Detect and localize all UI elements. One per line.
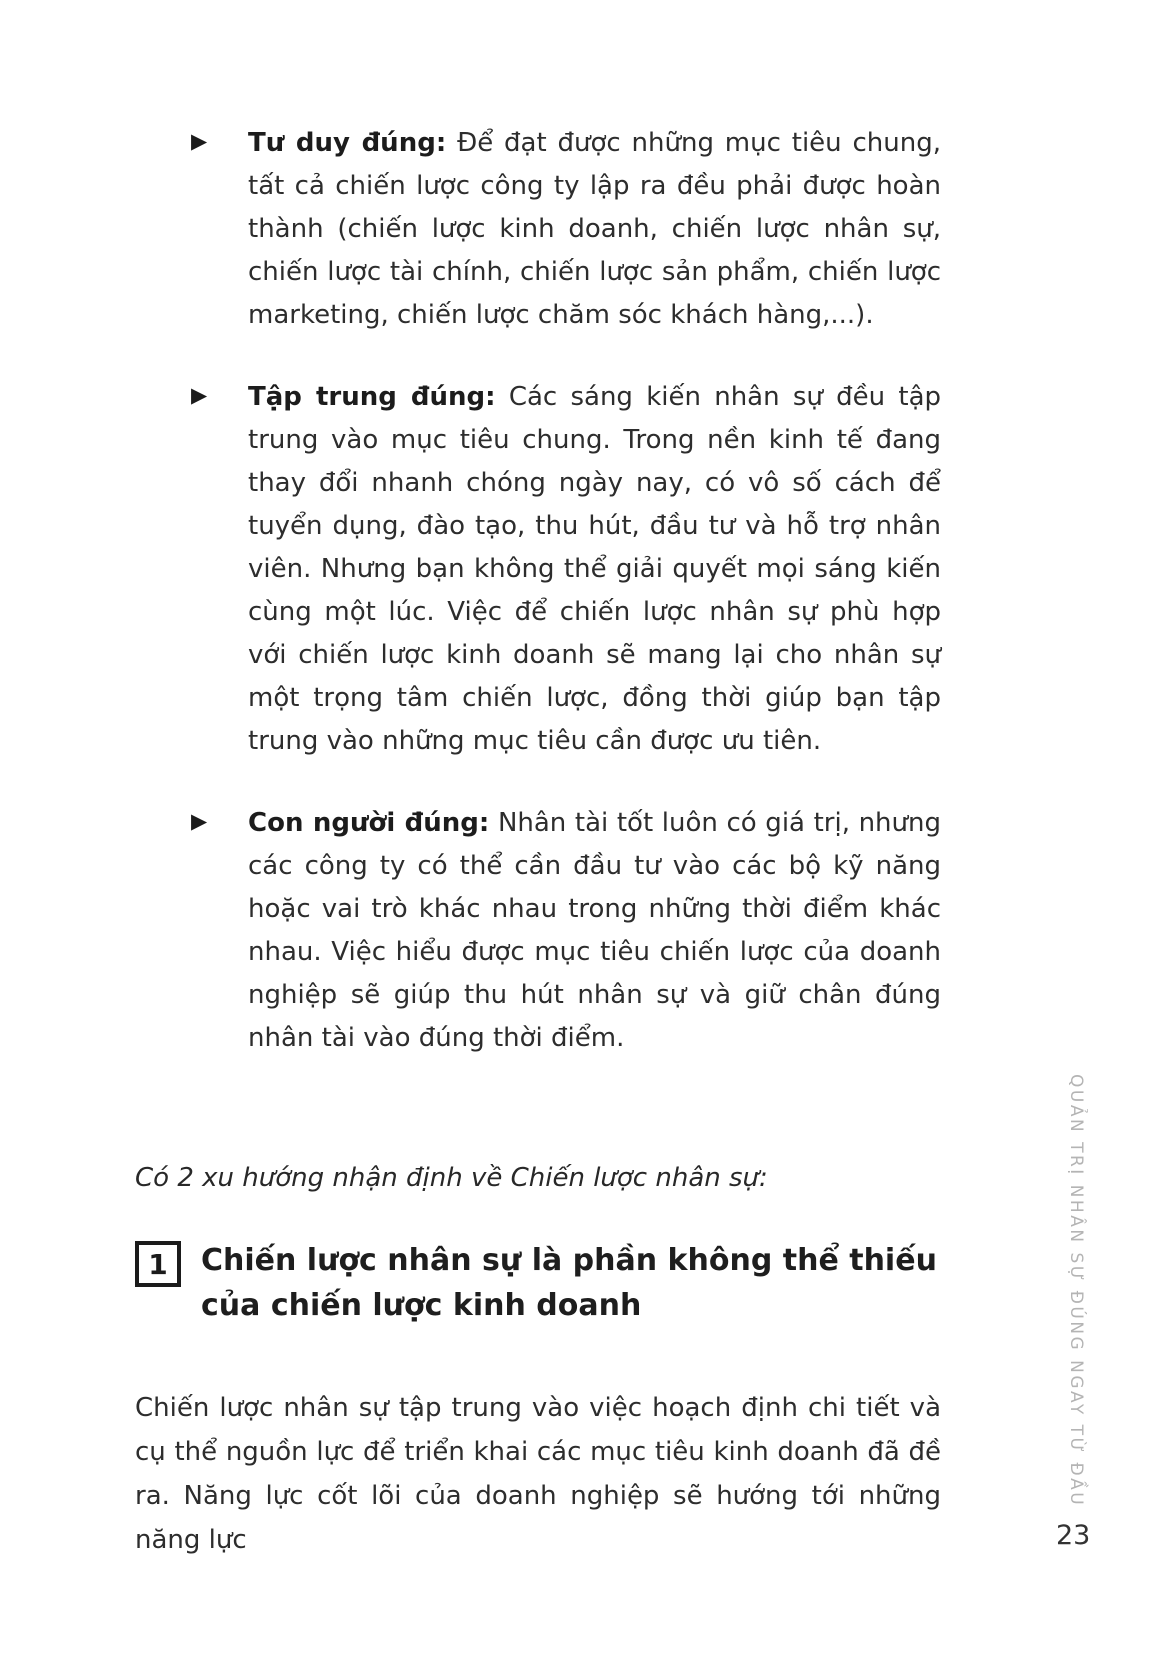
bullet-body-text: Để đạt được những mục tiêu chung, tất cả chiến lược công ty lập ra đều phải được hoàn thành (chiến lược kinh doanh, chiến lược nhân sự, chiến lược tài chính, chiến lược sản phẩm, chiến lược marketing, chiến lược chăm sóc khách hàng,...). bbox=[248, 128, 941, 330]
section-number: 1 bbox=[148, 1247, 168, 1281]
body-paragraph: Chiến lược nhân sự tập trung vào việc hoạch định chi tiết và cụ thể nguồn lực để triển khai các mục tiêu kinh doanh đã đề ra. Năng lực cốt lõi của doanh nghiệp sẽ hướng tới những năng lực bbox=[135, 1393, 941, 1555]
bullet-item bbox=[135, 802, 941, 1060]
bullet-label: Con người đúng: bbox=[248, 808, 490, 838]
triangle-bullet-icon: ▶ bbox=[191, 383, 208, 407]
bullet-item bbox=[135, 122, 941, 337]
page-number: 23 bbox=[1056, 1520, 1091, 1551]
bullet-paragraph bbox=[248, 802, 941, 1060]
bullet-paragraph bbox=[248, 122, 941, 337]
section-heading bbox=[135, 1238, 941, 1328]
sidebar-vertical-title: QUẢN TRỊ NHÂN SỰ ĐÚNG NGAY TỪ ĐẦU bbox=[1066, 1074, 1086, 1508]
bullet-body-text: Các sáng kiến nhân sự đều tập trung vào mục tiêu chung. Trong nền kinh tế đang thay đổi nhanh chóng ngày nay, có vô số cách để tuyển dụng, đào tạo, thu hút, đầu tư và hỗ trợ nhân viên. Nhưng bạn không thể giải quyết mọi sáng kiến cùng một lúc. Việc để chiến lược nhân sự phù hợp với chiến lược kinh doanh sẽ mang lại cho nhân sự một trọng tâm chiến lược, đồng thời giúp bạn tập trung vào những mục tiêu cần được ưu tiên. bbox=[248, 382, 942, 756]
triangle-bullet-icon: ▶ bbox=[191, 129, 208, 153]
bullet-item bbox=[135, 376, 941, 763]
intro-line: Có 2 xu hướng nhận định về Chiến lược nhân sự: bbox=[135, 1163, 768, 1193]
bullet-label: Tư duy đúng: bbox=[248, 128, 447, 158]
page-content bbox=[135, 122, 941, 1562]
triangle-bullet-icon: ▶ bbox=[191, 809, 208, 833]
section-number-box bbox=[135, 1241, 181, 1287]
section-title: Chiến lược nhân sự là phần không thể thiếu của chiến lược kinh doanh bbox=[201, 1243, 937, 1323]
bullet-label: Tập trung đúng: bbox=[248, 382, 496, 412]
bullet-paragraph bbox=[248, 376, 941, 763]
bullet-body-text: Nhân tài tốt luôn có giá trị, nhưng các công ty có thể cần đầu tư vào các bộ kỹ năng hoặc vai trò khác nhau trong những thời điểm khác nhau. Việc hiểu được mục tiêu chiến lược của doanh nghiệp sẽ giúp thu hút nhân sự và giữ chân đúng nhân tài vào đúng thời điểm. bbox=[248, 808, 941, 1053]
